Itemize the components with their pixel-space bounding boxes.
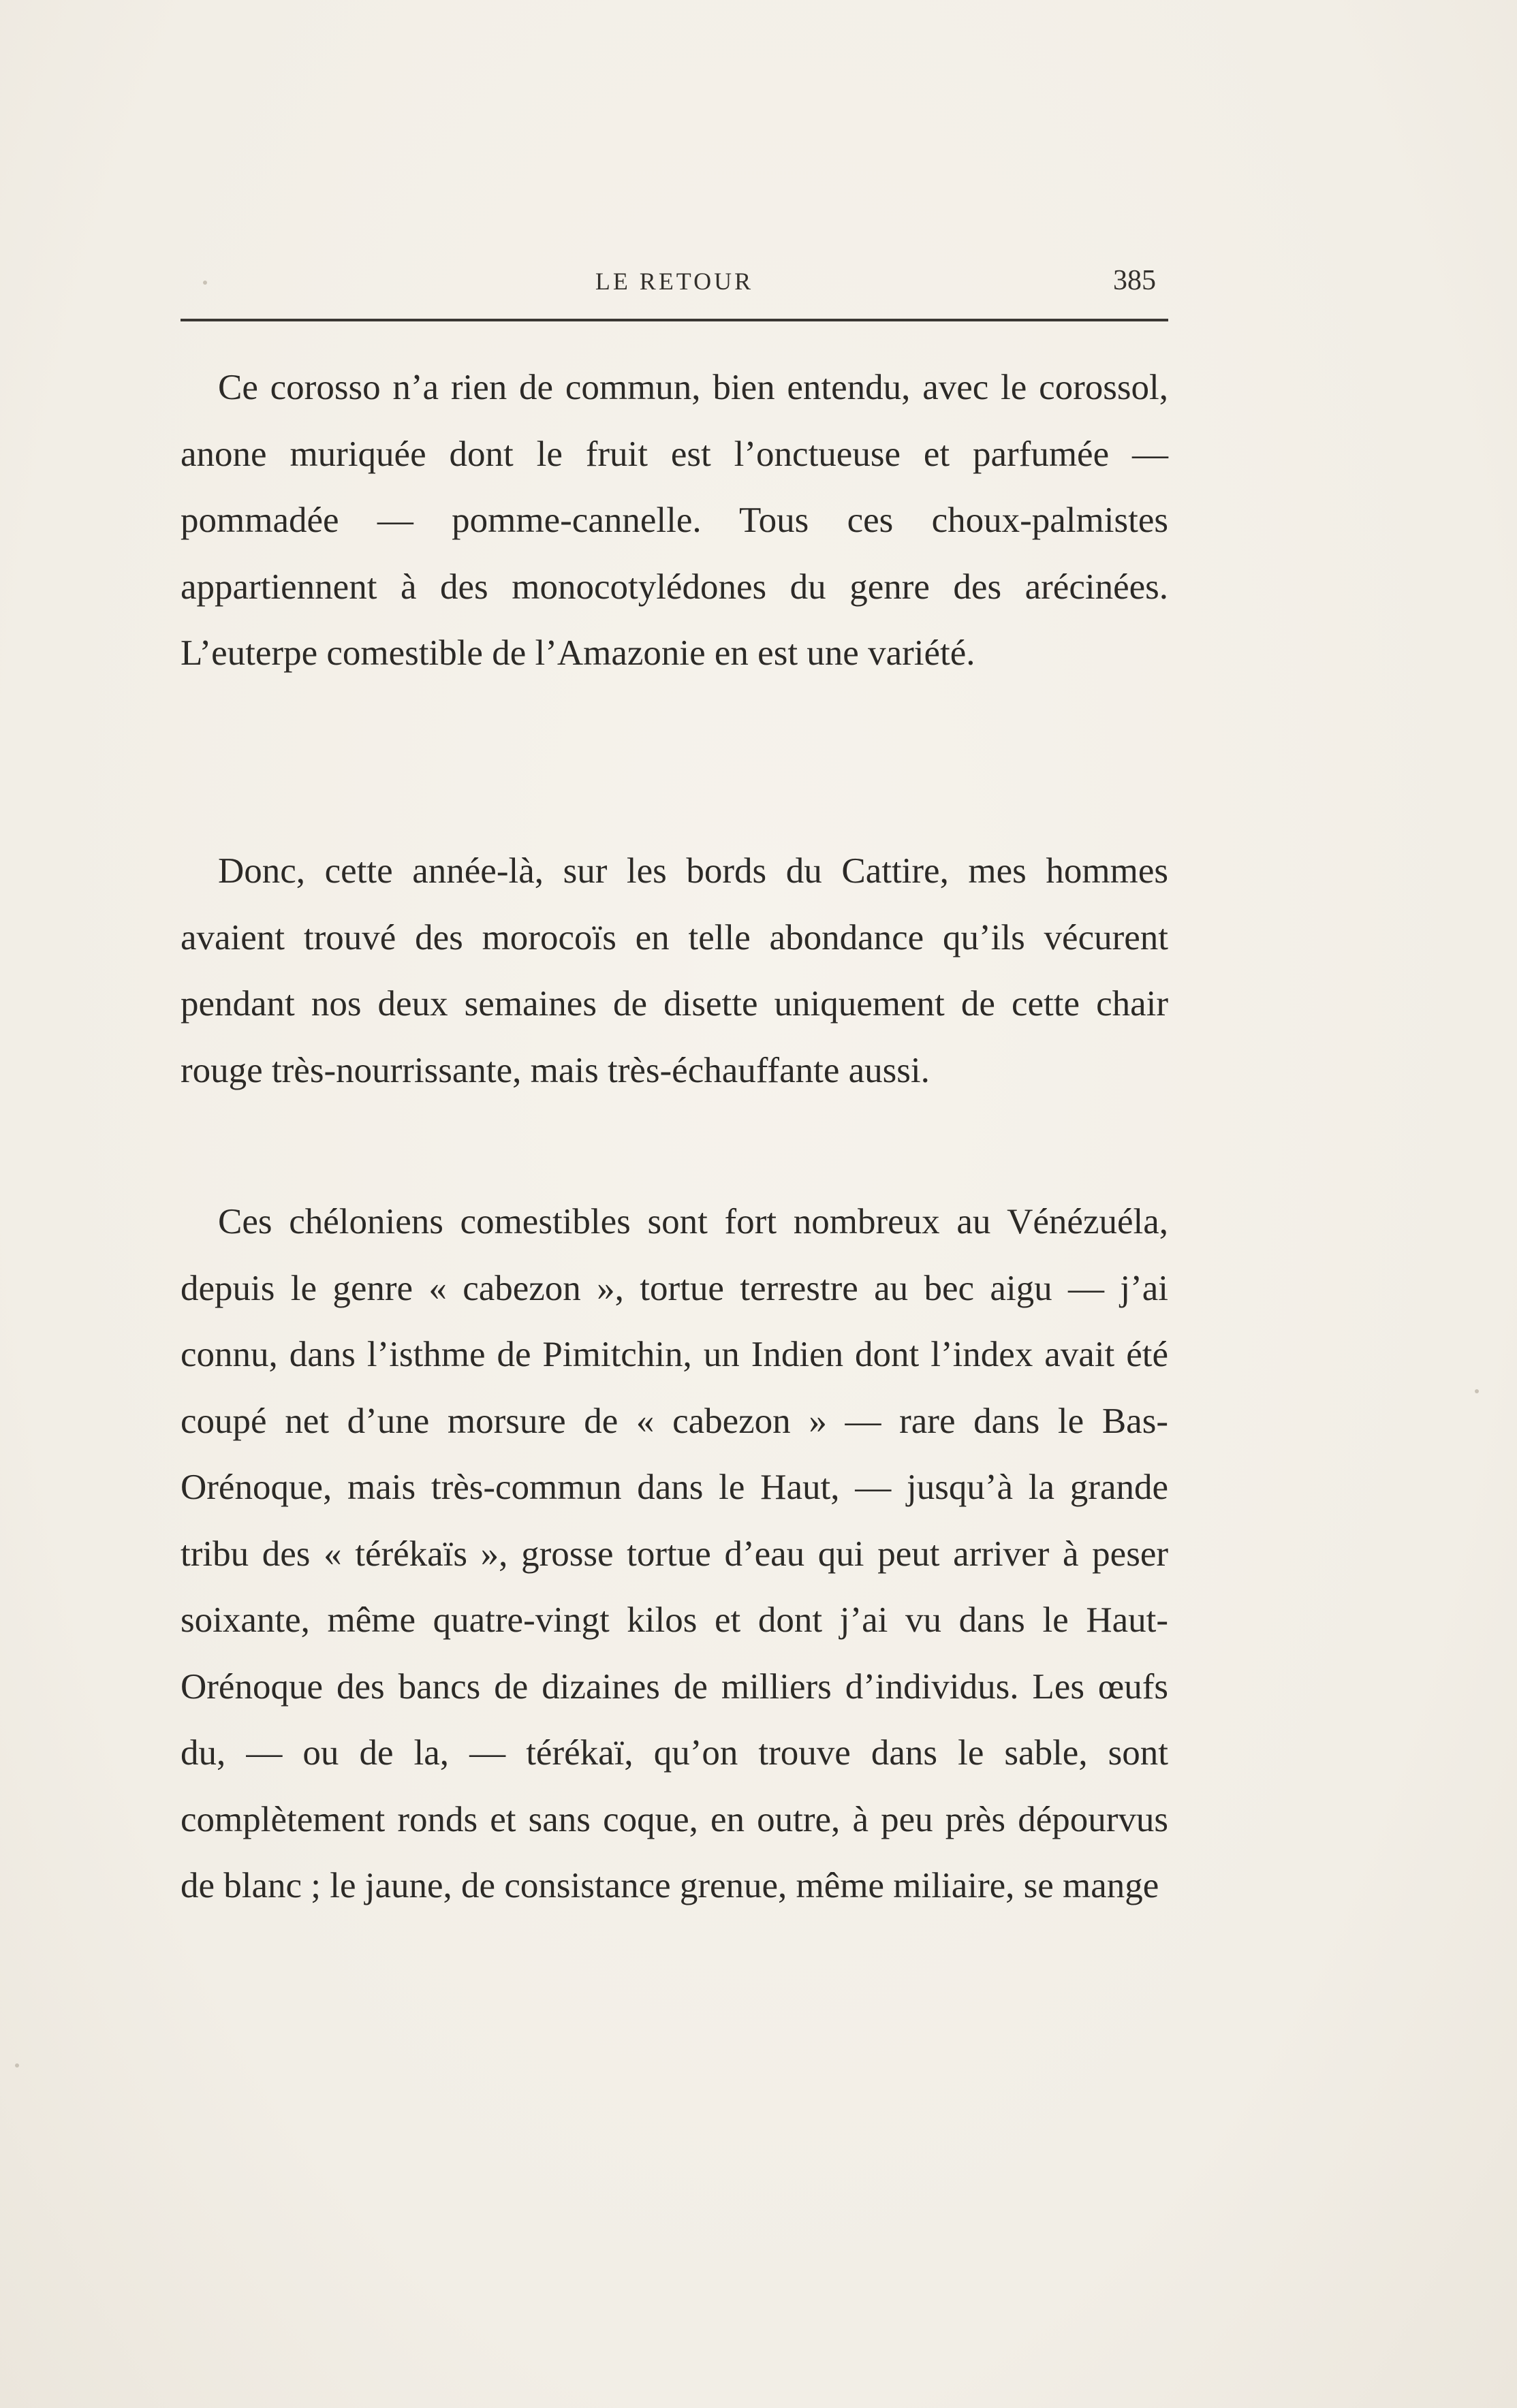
paper-speck [203, 281, 207, 285]
page-header [181, 260, 1168, 321]
header-rule [181, 319, 1168, 321]
paragraph-3-text: Ces chéloniens comestibles sont fort nombreux au Vénézuéla, depuis le genre « cabezon », tortue terrestre au bec aigu — j’ai connu, dans l’isthme de Pimitchin, un Indien dont l’index avait été coupé net d’une morsure de « cabezon » — rare dans le Bas-Orénoque, mais très-commun dans le Haut, — jusqu’à la grande tribu des « térékaïs », grosse tortue d’eau qui peut arriver à peser soixante, même quatre-vingt kilos et dont j’ai vu dans le Haut-Orénoque des bancs de dizaines de milliers d’individus. Les œufs du, — ou de la, — térékaï, qu’on trouve dans le sable, sont complètement ronds et sans coque, en outre, à peu près dépourvus de blanc ; le jaune, de consistance grenue, même miliaire, se mange [181, 1202, 1168, 1905]
paragraph-1 [181, 355, 1168, 687]
paragraph-2-text: Donc, cette année-là, sur les bords du Cattire, mes hommes avaient trouvé des morocoïs en telle abondance qu’ils vécurent pendant nos deux semaines de disette uniquement de cette chair rouge très-nourrissante, mais très-échauffante aussi. [181, 851, 1168, 1090]
running-title: LE RETOUR [595, 268, 754, 295]
paper-speck [1475, 1389, 1479, 1393]
paragraph-3 [181, 1189, 1168, 1920]
paragraph-1-text: Ce corosso n’a rien de commun, bien entendu, avec le corossol, anone muriquée dont le fruit est l’onctueuse et parfumée — pommadée — pomme-cannelle. Tous ces choux-palmistes appartiennent à des monocotylédones du genre des arécinées. L’euterpe comestible de l’Amazonie en est une variété. [181, 368, 1168, 673]
page-number: 385 [1113, 265, 1156, 296]
paragraph-2 [181, 838, 1168, 1104]
paper-speck [15, 2063, 19, 2068]
